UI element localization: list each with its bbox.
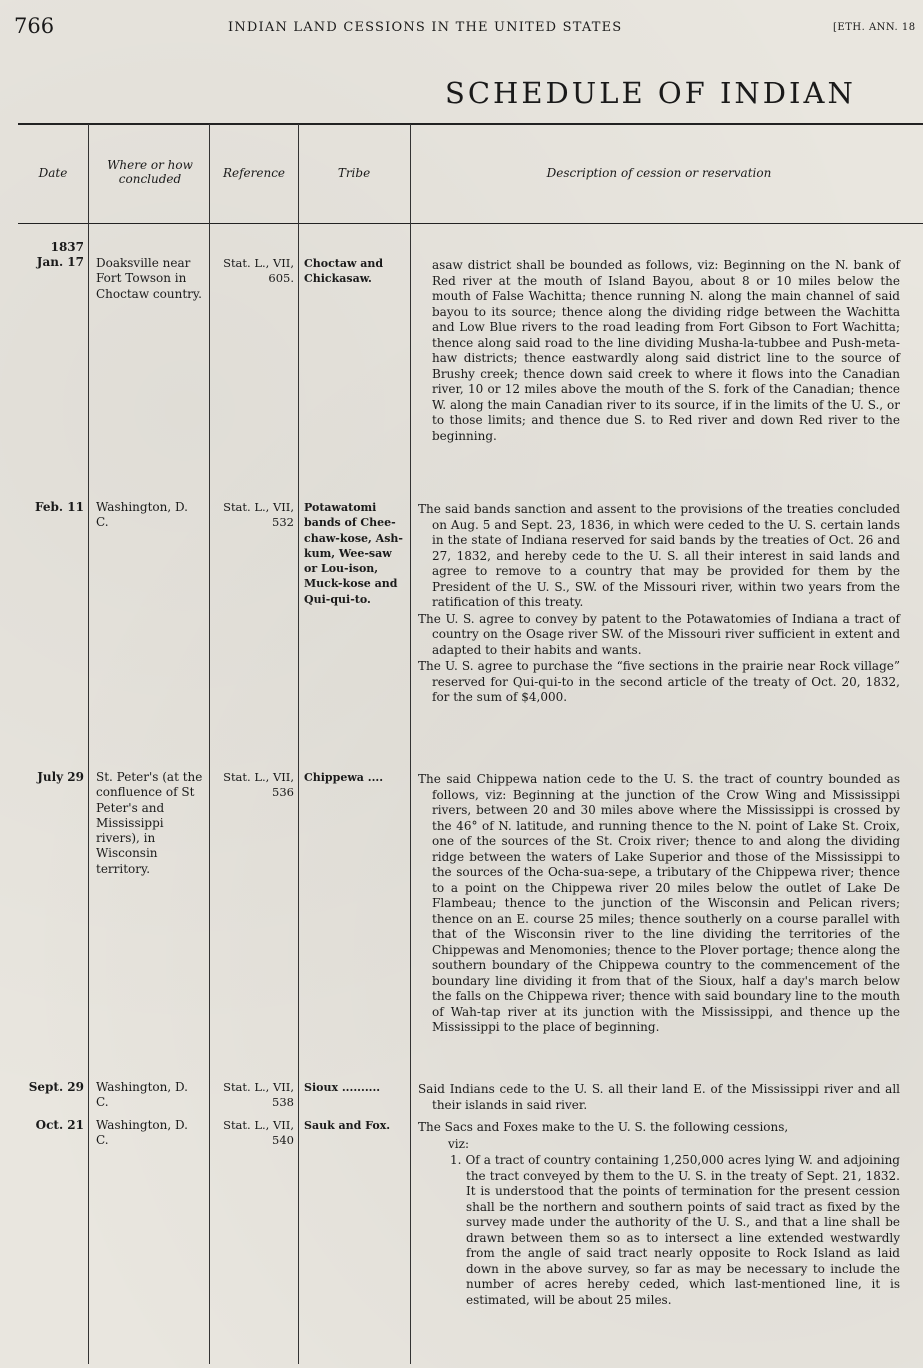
entry-description [418, 1120, 900, 1309]
column-header-reference: Reference [222, 166, 286, 180]
entry-where: Washington, D. C. [96, 1080, 188, 1110]
table-top-rule [18, 123, 923, 125]
entry-reference: Stat. L., VII, 536 [223, 770, 294, 799]
entry-reference: Stat. L., VII, 532 [223, 500, 294, 529]
entry-description [418, 502, 900, 707]
description-paragraph: Said Indians cede to the U. S. all their land E. of the Mississippi river and all their islands in said river. [418, 1082, 900, 1112]
entry-year: 1837 [50, 240, 84, 254]
entry-tribe: Potawatomi bands of Chee-chaw-kose, Ash-kum, Wee-saw or Lou-ison, Muck-kose and Qui-qui-to. [304, 501, 403, 606]
entry-date: Feb. 11 [35, 500, 84, 514]
running-head [0, 14, 923, 40]
entry-date: July 29 [37, 770, 84, 784]
entry-date [18, 240, 84, 270]
entry-where: Washington, D. C. [96, 500, 188, 530]
description-paragraph: The U. S. agree to purchase the “five sections in the prairie near Rock village” reserved for Qui-qui-to in the second article of the treaty of Oct. 20, 1832, for the sum of $4,000. [418, 659, 900, 704]
column-divider-1 [88, 124, 89, 1364]
entry-description [418, 1082, 900, 1114]
entry-where: Washington, D. C. [96, 1118, 188, 1148]
description-paragraph: The U. S. agree to convey by patent to the Potawatomies of Indiana a tract of country on the Osage river SW. of the Missouri river sufficient in extent and adapted to their habits and wants. [418, 611, 900, 657]
entry-date-text: Jan. 17 [36, 255, 84, 269]
entry-reference: Stat. L., VII, 540 [223, 1118, 294, 1147]
entry-date: Oct. 21 [35, 1118, 84, 1132]
entry-description [418, 258, 900, 445]
column-divider-2 [209, 124, 210, 1364]
column-header-tribe: Tribe [337, 166, 371, 180]
page-number: 766 [14, 14, 55, 38]
entry-tribe: Chippewa .... [304, 771, 384, 784]
column-divider-4 [410, 124, 411, 1364]
entry-tribe: Choctaw and Chickasaw. [304, 257, 384, 286]
entry-tribe: Sauk and Fox. [304, 1119, 391, 1132]
entry-where: Doaksville near Fort Towson in Choctaw country. [96, 256, 202, 301]
description-paragraph: The said bands sanction and assent to the provisions of the treaties concluded on Aug. 5 and Sept. 23, 1836, in which were ceded to the U. S. certain lands in the state of Indiana reserved for said bands by the treaties of Oct. 26 and 27, 1832, and hereby cede to the U. S. all their interest in said lands and agree to remove to a country that may be provided for them by the President of the U. S., SW. of the Missouri river, within two years from the ratification of this treaty. [418, 502, 900, 609]
description-paragraph: asaw district shall be bounded as follows, viz: Beginning on the N. bank of Red river at the mouth of Island Bayou, about 8 or 10 miles below the mouth of False Wachitta; thence running N. along the main channel of said bayou to its source; thence along the dividing ridge between the Wachitta and Low Blue rivers to the road leading from Fort Gibson to Fort Wachitta; thence along said road to the line dividing Musha-la-tubbee and Push-meta-haw districts; thence eastwardly along said district line to the source of Brushy creek; thence down said creek to where it flows into the Canadian river, 10 or 12 miles above the mouth of the S. fork of the Canadian; thence W. along the main Canadian river to its source, if in the limits of the U. S., or to those limits; and thence due S. to Red river and down Red river to the beginning. [432, 258, 900, 443]
column-header-where: Where or how concluded [107, 158, 193, 186]
description-paragraph: The Sacs and Foxes make to the U. S. the following cessions, [418, 1120, 789, 1134]
description-paragraph: The said Chippewa nation cede to the U. S. the tract of country bounded as follows, viz: Beginning at the junction of the Crow Wing and Mississippi rivers, between 20 and 30 miles above where the Mississippi is crossed by the 46° of N. latitude, and running thence to the N. point of Lake St. Croix, one of the sources of the St. Croix river; thence to and along the dividing ridge between the waters of Lake Superior and those of the Mississippi to the sources of the Ocha-sua-sepe, a tributary of the Chippewa river; thence to a point on the Chippewa river 20 miles below the outlet of Lake De Flambeau; thence to the junction of the Wisconsin and Pelican rivers; thence on an E. course 25 miles; thence southerly on a course parallel with that of the Wisconsin river to the line dividing the territories of the Chippewas and Menomonies; thence to the Plover portage; thence along the southern boundary of the Chippewa country to the commencement of the boundary line dividing it from that of the Sioux, half a day's march below the falls on the Chippewa river; thence with said boundary line to the mouth of Wah-tap river at its junction with the Mississippi, and thence up the Mississippi to the place of beginning. [418, 772, 900, 1034]
entry-date: Sept. 29 [28, 1080, 84, 1094]
entry-tribe: Sioux .......... [304, 1081, 381, 1094]
entry-reference: Stat. L., VII, 538 [223, 1080, 294, 1109]
entry-where: St. Peter's (at the confluence of St Peter's and Mississippi rivers), in Wisconsin territory. [96, 770, 203, 876]
header-bottom-rule [18, 223, 923, 224]
column-header-date: Date [38, 166, 68, 180]
entry-reference: Stat. L., VII, 605. [223, 256, 294, 285]
description-paragraph: viz: [448, 1136, 469, 1151]
schedule-title: SCHEDULE OF INDIAN [445, 76, 856, 110]
column-header-description: Description of cession or reservation [546, 166, 772, 180]
running-right-note: [ETH. ANN. 18 [833, 22, 916, 33]
running-title: INDIAN LAND CESSIONS IN THE UNITED STATES [228, 20, 623, 35]
description-paragraph: 1. Of a tract of country containing 1,250,000 acres lying W. and adjoining the tract conveyed by them to the U. S. in the treaty of Sept. 21, 1832. It is understood that the points of termination for the present cession shall be the northern and southern points of said tract as fixed by the survey made under the authority of the U. S., and that a line shall be drawn between them so as to intersect a line extended westwardly from the angle of said tract nearly opposite to Rock Island as laid down in the above survey, so far as may be necessary to include the number of acres hereby ceded, which last-mentioned line, it is estimated, will be about 25 miles. [450, 1153, 900, 1307]
entry-description [418, 772, 900, 1037]
column-divider-3 [298, 124, 299, 1364]
